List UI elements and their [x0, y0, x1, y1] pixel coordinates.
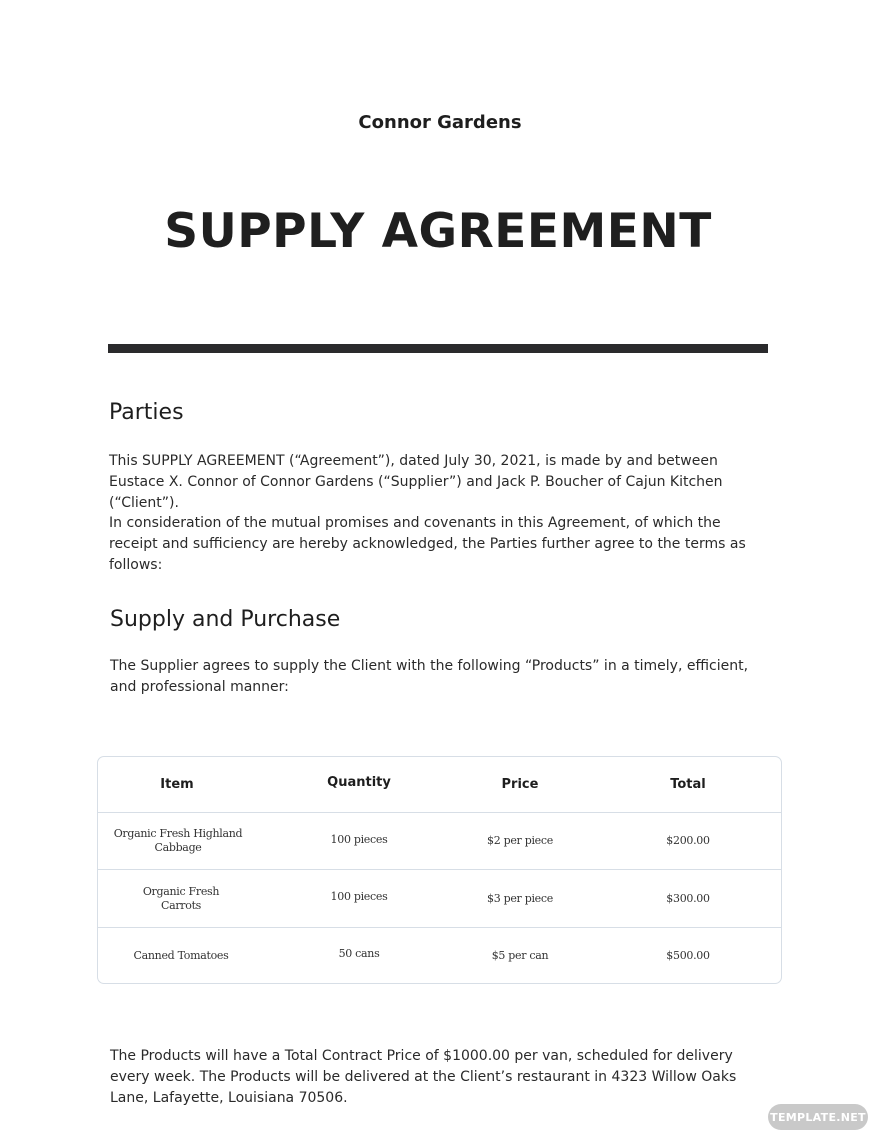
- table-row: [98, 813, 781, 870]
- cell-total: $200.00: [666, 834, 710, 847]
- cell-item: Organic Fresh Carrots: [142, 884, 220, 912]
- cell-item: Canned Tomatoes: [133, 948, 229, 962]
- document-title: SUPPLY AGREEMENT: [164, 204, 712, 259]
- header-quantity: Quantity: [327, 775, 391, 790]
- table-row: [98, 928, 781, 983]
- parties-paragraph-2: In consideration of the mutual promises and covenants in this Agreement, of which the receipt and sufficiency are hereby acknowledged, the Parties further agree to the terms as follows:: [109, 515, 746, 573]
- watermark-badge: TEMPLATE.NET: [768, 1104, 868, 1130]
- cell-price: $5 per can: [491, 948, 549, 962]
- cell-item: Organic Fresh Highland Cabbage: [113, 827, 243, 854]
- cell-quantity: 100 pieces: [330, 832, 388, 846]
- section-heading-supply-and-purchase: Supply and Purchase: [110, 607, 341, 632]
- cell-price: $2 per piece: [487, 834, 553, 847]
- table-row: [98, 870, 781, 928]
- section-heading-parties: Parties: [109, 400, 184, 425]
- parties-paragraph-1: This SUPPLY AGREEMENT (“Agreement”), dated July 30, 2021, is made by and between Eustace X. Connor of Connor Gardens (“Supplier”) and Jack P. Boucher of Cajun Kitchen (“Client”).: [109, 453, 723, 511]
- title-divider: [108, 344, 768, 353]
- header-price: Price: [501, 776, 539, 792]
- header-total: Total: [670, 776, 706, 792]
- supply-paragraph-1: The Supplier agrees to supply the Client with the following “Products” in a timely, efficient, and professional manner:: [110, 658, 749, 695]
- cell-price: $3 per piece: [487, 891, 553, 905]
- table-header-row: [98, 757, 781, 813]
- cell-total: $300.00: [666, 891, 710, 905]
- products-table: [97, 756, 782, 984]
- cell-quantity: 50 cans: [338, 947, 380, 960]
- company-name: Connor Gardens: [358, 112, 522, 133]
- cell-total: $500.00: [666, 948, 710, 962]
- header-item: Item: [160, 776, 194, 792]
- cell-quantity: 100 pieces: [330, 890, 388, 903]
- supply-paragraph-2: The Products will have a Total Contract Price of $1000.00 per van, scheduled for delivery every week. The Products will be delivered at the Client’s restaurant in 4323 Willow Oaks Lane, Lafayette, Louisiana 70506.: [110, 1048, 737, 1106]
